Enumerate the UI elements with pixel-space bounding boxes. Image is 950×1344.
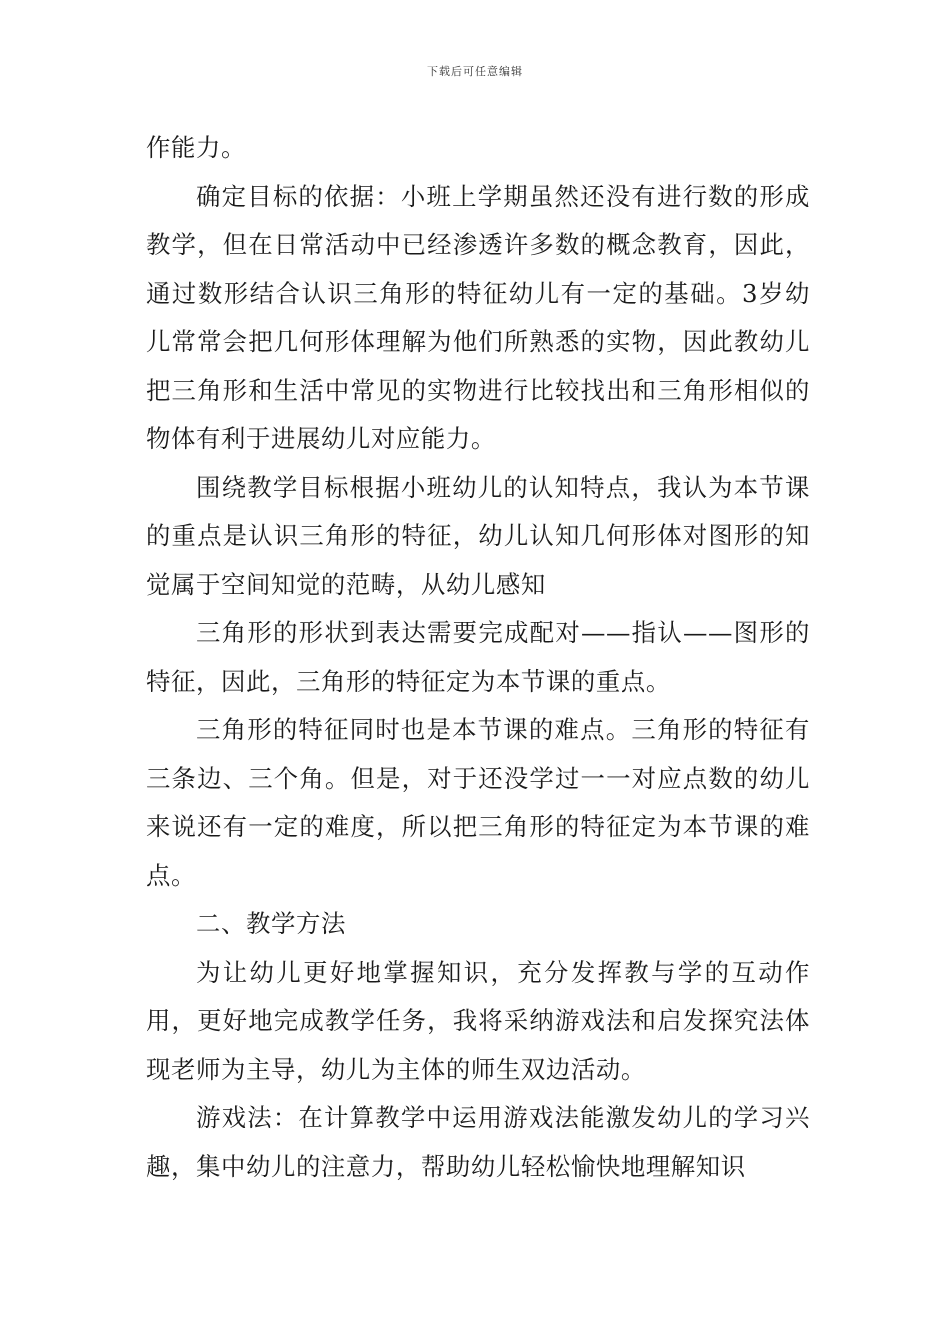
paragraph-7: 为让幼儿更好地掌握知识，充分发挥教与学的互动作用，更好地完成教学任务，我将采纳游戏法和启发探究法体现老师为主导，幼儿为主体的师生双边活动。 bbox=[146, 957, 810, 1084]
paragraph-4: 三角形的形状到表达需要完成配对——指认——图形的特征，因此，三角形的特征定为本节课的重点。 bbox=[146, 618, 810, 696]
paragraph-3: 围绕教学目标根据小班幼儿的认知特点，我认为本节课的重点是认识三角形的特征，幼儿认知几何形体对图形的知觉属于空间知觉的范畴，从幼儿感知 bbox=[146, 472, 810, 599]
page-header: 下载后可任意编辑 bbox=[427, 65, 523, 78]
paragraph-1: 作能力。 bbox=[146, 133, 246, 162]
paragraph-2: 确定目标的依据：小班上学期虽然还没有进行数的形成教学，但在日常活动中已经渗透许多数的概念教育，因此，通过数形结合认识三角形的特征幼儿有一定的基础。3岁幼儿常常会把几何形体理解为他们所熟悉的实物，因此教幼儿把三角形和生活中常见的实物进行比较找出和三角形相似的物体有利于进展幼儿对应能力。 bbox=[146, 181, 810, 453]
paragraph-5: 三角形的特征同时也是本节课的难点。三角形的特征有三条边、三个角。但是，对于还没学过一一对应点数的幼儿来说还有一定的难度，所以把三角形的特征定为本节课的难点。 bbox=[146, 715, 810, 890]
document-body bbox=[146, 124, 810, 1191]
paragraph-8: 游戏法：在计算教学中运用游戏法能激发幼儿的学习兴趣，集中幼儿的注意力，帮助幼儿轻松愉快地理解知识 bbox=[146, 1103, 810, 1181]
section-heading-teaching-methods: 二、教学方法 bbox=[196, 909, 346, 938]
